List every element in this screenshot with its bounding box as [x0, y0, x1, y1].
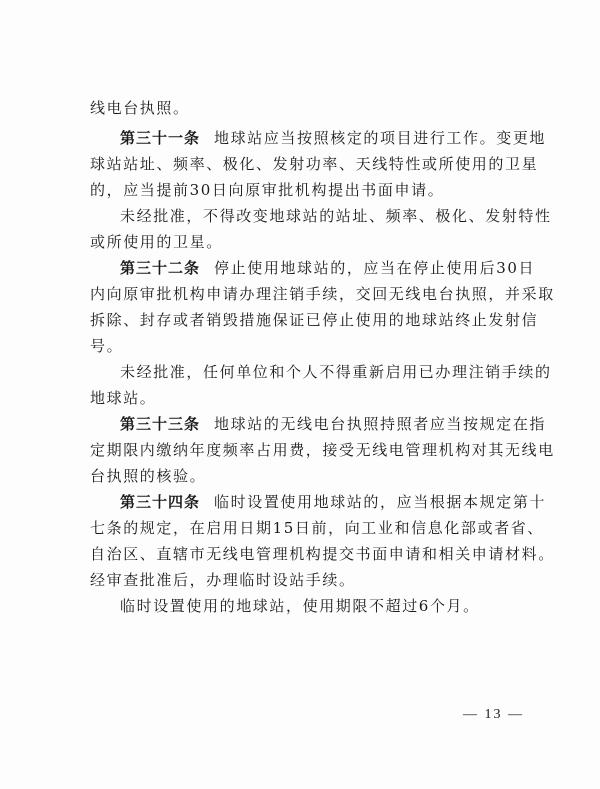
- paragraph-line: 地球站。: [90, 389, 157, 407]
- paragraph-line: 未经批准，任何单位和个人不得重新启用已办理注销手续的: [120, 363, 552, 381]
- paragraph-line: 或所使用的卫星。: [90, 233, 223, 251]
- article-title: 第三十四条: [120, 493, 201, 511]
- article-32: [120, 257, 535, 279]
- paragraph-line: 地球站应当按照核定的项目进行工作。变更地: [214, 129, 547, 147]
- paragraph-line: 经审查批准后，办理临时设站手续。: [90, 571, 356, 589]
- paragraph-line: 七条的规定，在启用日期15日前，向工业和信息化部或者省、: [90, 519, 544, 537]
- article-31: [120, 127, 546, 149]
- article-title: 第三十一条: [120, 129, 201, 147]
- article-34: [120, 491, 546, 513]
- article-33: [120, 413, 546, 435]
- paragraph-line: 临时设置使用的地球站，使用期限不超过6个月。: [120, 597, 480, 615]
- paragraph-line: 临时设置使用地球站的，应当根据本规定第十: [214, 493, 547, 511]
- paragraph-line: 地球站的无线电台执照持照者应当按规定在指: [214, 415, 547, 433]
- article-title: 第三十二条: [120, 259, 201, 277]
- paragraph-line: 内向原审批机构申请办理注销手续，交回无线电台执照，并采取: [90, 285, 555, 303]
- paragraph-line: 拆除、封存或者销毁措施保证已停止使用的地球站终止发射信: [90, 311, 539, 329]
- paragraph-line: 停止使用地球站的，应当在停止使用后30日: [214, 259, 536, 277]
- paragraph-line: 线电台执照。: [90, 99, 190, 117]
- paragraph-line: 台执照的核验。: [90, 467, 207, 485]
- paragraph-line: 号。: [90, 337, 124, 355]
- paragraph-line: 的，应当提前30日向原审批机构提出书面申请。: [90, 181, 445, 199]
- paragraph-line: 定期限内缴纳年度频率占用费，接受无线电管理机构对其无线电: [90, 441, 555, 459]
- paragraph-line: 球站站址、频率、极化、发射功率、天线特性或所使用的卫星: [90, 155, 539, 173]
- article-title: 第三十三条: [120, 415, 201, 433]
- page-number: — 13 —: [463, 707, 524, 722]
- paragraph-line: 未经批准，不得改变地球站的站址、频率、极化、发射特性: [120, 207, 552, 225]
- paragraph-line: 自治区、直辖市无线电管理机构提交书面申请和相关申请材料。: [90, 545, 555, 563]
